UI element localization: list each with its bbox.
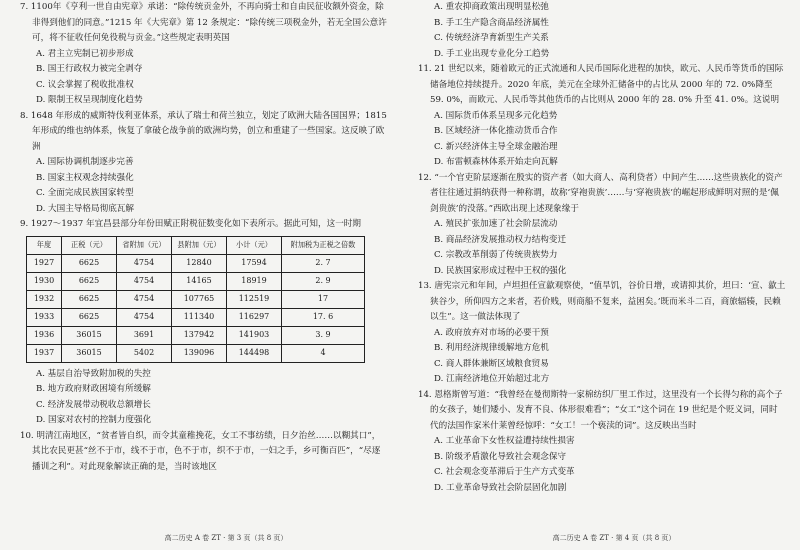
option-a: A. 君主立宪制已初步形成: [36, 48, 134, 59]
table-row: [27, 254, 365, 272]
table-row: [27, 344, 365, 362]
table-cell: 4754: [117, 290, 172, 308]
table-cell: 1930: [27, 272, 62, 290]
option-c: C. 社会观念变革滞后于生产方式变革: [434, 467, 575, 477]
table-cell: 112519: [227, 290, 282, 308]
question-13: [418, 279, 786, 388]
option-d: D. 限制王权呈现制度化趋势: [36, 95, 143, 105]
table-cell: 141903: [227, 326, 282, 344]
question-11-stem: 11. 21 世纪以来，随着欧元的正式流通和人民币国际化进程的加快，欧元、人民币等货币的国际储备地位持续提升。2020 年底，美元在全球外汇储备中的占比从 2000 年的 72. 0%降至 59. 0%，而欧元、人民币等其他货币的占比则从 2000 年的 28. 0% 升至 41. 0%。这说明: [418, 64, 784, 105]
table-cell: 18919: [227, 272, 282, 290]
option-a: A. 国际协调机制逐步完善: [36, 157, 134, 167]
table-cell: 6625: [62, 272, 117, 290]
table-header-cell: 小计（元）: [227, 236, 282, 254]
option-c: C. 议会掌握了税收批准权: [36, 79, 134, 90]
option-a: A. 政府放弃对市场的必要干预: [434, 327, 549, 338]
page-4-column: [418, 0, 786, 550]
table-cell: 1927: [27, 254, 62, 272]
table-cell: 2. 7: [282, 254, 365, 272]
option-b: B. 地方政府财政困境有所缓解: [36, 384, 151, 394]
option-a: A. 殖民扩张加速了社会阶层流动: [434, 219, 558, 229]
option-d: D. 国家对农村的控制力度强化: [36, 415, 152, 425]
page-footer: 高二历史 A 卷 ZT · 第 4 页（共 8 页）: [552, 534, 676, 542]
question-11: [418, 62, 786, 171]
table-cell: 4754: [117, 254, 172, 272]
option-b: B. 国王行政权力被完全剥夺: [36, 64, 143, 74]
table-header-cell: 县附加（元）: [172, 236, 227, 254]
option-c: C. 新兴经济体主导全球金融治理: [434, 141, 558, 152]
table-cell: 1936: [27, 326, 62, 344]
question-7-stem: 7. 1100年《亨利一世自由宪章》承诺：“除传统贡金外，不再向骑士和自由民征收额外资金，除非得到他们的同意。”1215 年《大宪章》第 12 条规定：“除传统三项税金外，若无全国公意许可，将不征收任何免役税与贡金。”这些规定表明英国: [20, 2, 387, 43]
option-d: D. 江南经济地位开始超过北方: [434, 374, 550, 384]
tax-table: [26, 236, 365, 363]
table-cell: 139096: [172, 344, 227, 362]
page-footer: 高二历史 A 卷 ZT · 第 3 页（共 8 页）: [164, 534, 288, 542]
table-cell: 36015: [62, 344, 117, 362]
table-row: [27, 272, 365, 290]
option-b: B. 手工生产隐含商品经济属性: [434, 17, 549, 28]
option-a: A. 工业革命下女性权益遭持续性损害: [434, 436, 575, 446]
option-b: B. 国家主权观念持续强化: [36, 172, 134, 183]
question-9: [20, 217, 388, 429]
option-b: B. 商品经济发展推动权力结构变迁: [434, 234, 567, 245]
question-7: [20, 0, 388, 109]
option-d: D. 大国主导格局彻底瓦解: [36, 203, 134, 214]
table-cell: 144498: [227, 344, 282, 362]
option-b: B. 区域经济一体化推动货币合作: [434, 126, 558, 136]
table-cell: 4754: [117, 308, 172, 326]
option-a: A. 基层自治导致附加税的失控: [36, 368, 151, 379]
table-row: [27, 308, 365, 326]
question-12: [418, 171, 786, 280]
table-cell: 3. 9: [282, 326, 365, 344]
table-cell: 17. 6: [282, 308, 365, 326]
table-header-cell: 附加税为正税之倍数: [282, 236, 365, 254]
question-12-stem: 12. “一个官吏阶层逐渐在殷实的资产者（如大商人、高利贷者）中间产生……这些贵族化的资产者往往通过捐纳获得一种称谓，故称‘穿袍贵族’……与‘穿袍贵族’的崛起形成鲜明对照的是‘佩剑贵族’的没落。”西欧出现上述现象缘于: [418, 172, 783, 214]
table-cell: 111340: [172, 308, 227, 326]
table-cell: 5402: [117, 344, 172, 362]
table-header-row: [27, 236, 365, 254]
table-cell: 6625: [62, 308, 117, 326]
table-cell: 36015: [62, 326, 117, 344]
table-cell: 17: [282, 290, 365, 308]
table-header-cell: 省附加（元）: [117, 236, 172, 254]
table-cell: 1933: [27, 308, 62, 326]
question-9-stem: 9. 1927～1937 年宜昌县部分年份田赋正附税征数变化如下表所示。据此可知，这一时期: [20, 219, 361, 229]
table-header-cell: 正税（元）: [62, 236, 117, 254]
option-d: D. 布雷顿森林体系开始走向瓦解: [434, 157, 558, 167]
question-14-stem: 14. 恩格斯曾写道：“我曾经在曼彻斯特一家棉纺织厂里工作过，这里没有一个长得匀称的高个子的女孩子，她们矮小、发育不良、体形很难看”；“女工”这个词在 19 世纪是个贬义词，同时代的法国作家米什莱曾经惊呼：“女工！一个亵渎的词”。这反映出当时: [418, 389, 783, 431]
question-10: [20, 429, 388, 476]
table-cell: 6625: [62, 254, 117, 272]
option-b: B. 阶级矛盾激化导致社会观念保守: [434, 451, 567, 462]
question-8-stem: 8. 1648 年形成的威斯特伐利亚体系，承认了瑞士和荷兰独立，划定了欧洲大陆各国国界；1815 年形成的维也纳体系，恢复了拿破仑战争前的欧洲均势，创立和重建了一些国家。这反映了欧洲: [20, 110, 387, 152]
option-c: C. 经济发展带动税收总额增长: [36, 399, 151, 410]
option-a: A. 国际货币体系呈现多元化趋势: [434, 110, 558, 121]
table-cell: 107765: [172, 290, 227, 308]
question-14: [418, 388, 786, 497]
table-row: [27, 326, 365, 344]
table-cell: 116297: [227, 308, 282, 326]
table-cell: 3691: [117, 326, 172, 344]
table-header-cell: 年度: [27, 236, 62, 254]
table-cell: 2. 9: [282, 272, 365, 290]
table-cell: 137942: [172, 326, 227, 344]
option-c: C. 传统经济孕育新型生产关系: [434, 33, 549, 43]
option-c: C. 宗教改革削弱了传统贵族势力: [434, 250, 558, 260]
option-a: A. 重农抑商政策出现明显松弛: [434, 2, 549, 12]
option-d: D. 手工业出现专业化分工趋势: [434, 48, 550, 59]
table-cell: 4754: [117, 272, 172, 290]
table-cell: 12840: [172, 254, 227, 272]
table-cell: 6625: [62, 290, 117, 308]
option-b: B. 利用经济规律缓解地方危机: [434, 343, 549, 353]
option-c: C. 全面完成民族国家转型: [36, 188, 134, 198]
question-10-stem: 10. 明清江南地区，“贫者皆自织，而令其童稚挽花，女工不事纺绩，日夕治丝……以糊其口”，其比农民更甚“丝不于市，线不于市，色不于市，织不于市，一妇之手，乡可衡百匹”，“尽逐播训之利”。对此现象解读正确的是，当时该地区: [20, 430, 381, 472]
table-cell: 1932: [27, 290, 62, 308]
question-10-options: [418, 0, 786, 62]
option-d: D. 工业革命导致社会阶层固化加剧: [434, 482, 567, 493]
table-cell: 1937: [27, 344, 62, 362]
table-cell: 4: [282, 344, 365, 362]
page-3-column: [20, 0, 388, 550]
question-8: [20, 109, 388, 218]
table-cell: 17594: [227, 254, 282, 272]
option-c: C. 商人群体兼断区域粮食贸易: [434, 358, 549, 369]
question-13-stem: 13. 唐宪宗元和年间，卢坦担任宣歙观察使，“值旱饥，谷价日增，或请抑其价，坦曰：‘宣、歙土狭谷少，所仰四方之来者，若价贱，则商船不复来，益困矣。’既而米斗二百，商旅辐辏，民赖以生”。这一做法体现了: [418, 281, 786, 322]
option-d: D. 民族国家形成过程中王权的强化: [434, 265, 567, 276]
table-row: [27, 290, 365, 308]
table-cell: 14165: [172, 272, 227, 290]
